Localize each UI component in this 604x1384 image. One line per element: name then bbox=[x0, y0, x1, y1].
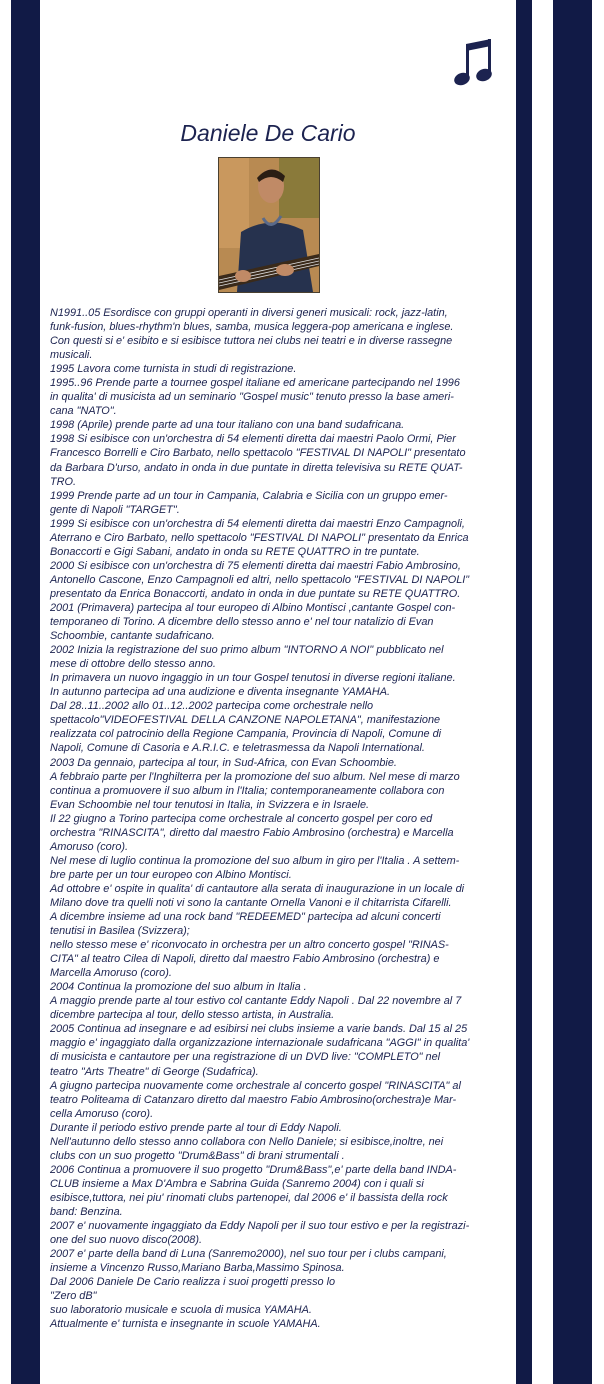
bio-line: 2000 Si esibisce con un'orchestra di 75 elementi diretta dai maestri Fabio Ambrosino, bbox=[50, 559, 461, 572]
bio-line: Amoruso (coro). bbox=[50, 840, 129, 853]
bio-line: cella Amoruso (coro). bbox=[50, 1107, 154, 1120]
bio-line: insieme a Vincenzo Russo,Mariano Barba,Massimo Spinosa. bbox=[50, 1262, 345, 1275]
bio-line: Attualmente e' turnista e insegnante in scuole YAMAHA. bbox=[50, 1318, 321, 1331]
bio-line: Bonaccorti e Gigi Sabani, andato in onda su RETE QUATTRO in tre puntate. bbox=[50, 545, 420, 558]
bio-line: da Barbara D'urso, andato in onda in due puntate in diretta televisiva su RETE QUAT- bbox=[50, 461, 463, 474]
bio-line: suo laboratorio musicale e scuola di musica YAMAHA. bbox=[50, 1304, 312, 1317]
bio-line: Dal 2006 Daniele De Cario realizza i suoi progetti presso lo bbox=[50, 1276, 336, 1289]
bio-line: Ad ottobre e' ospite in qualita' di cantautore alla serata di inaugurazione in un locale di bbox=[50, 882, 465, 895]
left-border-bar bbox=[11, 0, 40, 1384]
bio-line: N1991..05 Esordisce con gruppi operanti in diversi generi musicali: rock, jazz-latin, bbox=[50, 307, 448, 319]
bio-line: one del suo nuovo disco(2008). bbox=[50, 1234, 202, 1247]
bio-line: A maggio prende parte al tour estivo col cantante Eddy Napoli . Dal 22 novembre al 7 bbox=[50, 995, 462, 1008]
bio-line: gente di Napoli "TARGET". bbox=[50, 503, 180, 516]
bio-line: A febbraio parte per l'Inghilterra per la promozione del suo album. Nel mese di marzo bbox=[50, 770, 460, 783]
bio-line: Aterrano e Ciro Barbato, nello spettacolo "FESTIVAL DI NAPOLI" presentato da Enrica bbox=[50, 531, 469, 544]
bio-line: Il 22 giugno a Torino partecipa come orchestrale al concerto gospel per coro ed bbox=[50, 812, 433, 825]
bio-line: A dicembre insieme ad una rock band "REDEEMED" partecipa ad alcuni concerti bbox=[50, 911, 441, 924]
bio-line: realizzata col patrocinio della Regione Campania, Provincia di Napoli, Comune di bbox=[50, 728, 442, 741]
page-title: Daniele De Cario bbox=[180, 120, 356, 146]
bio-line: cana "NATO". bbox=[50, 405, 117, 418]
bio-line: temporaneo di Torino. A dicembre dello stesso anno e' nel tour natalizio di Evan bbox=[50, 616, 434, 629]
bio-line: Schoombie, cantante sudafricano. bbox=[50, 630, 215, 643]
bio-line: 1999 Si esibisce con un'orchestra di 54 elementi diretta dai maestri Enzo Campagnoli, bbox=[50, 517, 465, 530]
bio-line: 2004 Continua la promozione del suo album in Italia . bbox=[50, 981, 307, 994]
bio-line: in qualita' di musicista ad un seminario "Gospel music" tenuto presso la base ameri- bbox=[50, 391, 454, 404]
bio-line: 2002 Inizia la registrazione del suo primo album "INTORNO A NOI" pubblicato nel bbox=[50, 644, 444, 657]
bio-line: Nell'autunno dello stesso anno collabora con Nello Daniele; si esibisce,inoltre, nei bbox=[50, 1135, 444, 1148]
bio-line: "Zero dB" bbox=[50, 1290, 97, 1303]
bio-line: maggio e' ingaggiato dalla organizzazione internazionale sudafricana "AGGI" in qualita' bbox=[50, 1037, 470, 1050]
bio-line: TRO. bbox=[50, 475, 77, 488]
bio-line: nello stesso mese e' riconvocato in orchestra per un altro concerto gospel "RINAS- bbox=[50, 939, 449, 952]
bio-line: dicembre partecipa al tour, dello stesso artista, in Australia. bbox=[50, 1009, 335, 1022]
bio-line: In autunno partecipa ad una audizione e diventa insegnante YAMAHA. bbox=[50, 686, 391, 699]
artist-photo bbox=[218, 157, 320, 293]
bio-line: clubs con un suo progetto "Drum&Bass" di brani strumentali . bbox=[50, 1149, 345, 1162]
bio-line: band: Benzina. bbox=[50, 1206, 123, 1218]
bio-line: Milano dove tra quelli noti vi sono la cantante Ornella Vanoni e il chitarrista Cifarelli. bbox=[50, 896, 452, 909]
bio-line: CLUB insieme a Max D'Ambra e Sabrina Guida (Sanremo 2004) con i quali si bbox=[50, 1177, 424, 1190]
bio-line: funk-fusion, blues-rhythm'n blues, samba, musica leggera-pop americana e inglese. bbox=[50, 321, 454, 334]
middle-border-bar bbox=[516, 0, 532, 1384]
bio-line: Antonello Cascone, Enzo Campagnoli ed altri, nello spettacolo "FESTIVAL DI NAPOLI" bbox=[50, 573, 470, 586]
bio-line: A giugno partecipa nuovamente come orchestrale al concerto gospel "RINASCITA" al bbox=[50, 1079, 461, 1092]
bio-line: tenutisi in Basilea (Svizzera); bbox=[50, 925, 190, 938]
bio-line: Evan Schoombie nel tour tenutosi in Italia, in Svizzera e in Israele. bbox=[50, 798, 370, 811]
bio-line: Durante il periodo estivo prende parte al tour di Eddy Napoli. bbox=[50, 1121, 342, 1134]
bio-line: 2005 Continua ad insegnare e ad esibirsi nei clubs insieme a varie bands. Dal 15 al 25 bbox=[50, 1023, 468, 1036]
bio-line: teatro "Arts Theatre" di George (Sudafrica). bbox=[50, 1065, 259, 1078]
bio-line: di musicista e cantautore per una registrazione di un DVD live: "COMPLETO" nel bbox=[50, 1051, 441, 1064]
bio-line: Dal 28..11..2002 allo 01..12..2002 partecipa come orchestrale nello bbox=[50, 700, 374, 713]
bio-line: Napoli, Comune di Casoria e A.R.I.C. e teletrasmessa da Napoli International. bbox=[50, 742, 425, 755]
bio-line: esibisce,tuttora, nei piu' rinomati clubs partenopei, dal 2006 e' il bassista della rock bbox=[50, 1191, 448, 1204]
bio-line: 1998 (Aprile) prende parte ad una tour italiano con una band sudafricana. bbox=[50, 419, 405, 432]
bio-line: 2006 Continua a promuovere il suo progetto "Drum&Bass",e' parte della band INDA- bbox=[50, 1163, 457, 1176]
bio-line: Marcella Amoruso (coro). bbox=[50, 967, 172, 980]
bio-line: presentato da Enrica Bonaccorti, andato in onda in due puntate su RETE QUATTRO. bbox=[50, 587, 461, 600]
bio-line: 2007 e' parte della band di Luna (Sanremo2000), nel suo tour per i clubs campani, bbox=[50, 1248, 447, 1261]
bio-line: continua a promuovere il suo album in l'Italia; contemporaneamente collabora con bbox=[50, 784, 445, 797]
bio-line: 1999 Prende parte ad un tour in Campania, Calabria e Sicilia con un gruppo emer- bbox=[50, 489, 448, 502]
bio-line: CITA" al teatro Cilea di Napoli, diretto dal maestro Fabio Ambrosino (orchestra) e bbox=[50, 953, 440, 966]
bio-line: mese di ottobre dello stesso anno. bbox=[50, 658, 216, 671]
bio-line: bre parte per un tour europeo con Albino Montisci. bbox=[50, 868, 292, 881]
bio-line: Francesco Borrelli e Ciro Barbato, nello spettacolo "FESTIVAL DI NAPOLI" presentato bbox=[50, 447, 466, 460]
bio-line: spettacolo"VIDEOFESTIVAL DELLA CANZONE NAPOLETANA", manifestazione bbox=[50, 714, 441, 727]
biography-text bbox=[50, 306, 516, 1331]
bio-line: teatro Politeama di Catanzaro diretto dal maestro Fabio Ambrosino(orchestra)e Mar- bbox=[50, 1093, 457, 1106]
bio-line: orchestra "RINASCITA", diretto dal maestro Fabio Ambrosino (orchestra) e Marcella bbox=[50, 826, 454, 839]
bio-line: 1998 Si esibisce con un'orchestra di 54 elementi diretta dai maestri Paolo Ormi, Pier bbox=[50, 433, 456, 446]
right-border-bar bbox=[553, 0, 592, 1384]
bio-line: Con questi si e' esibito e si esibisce tuttora nei clubs nei teatri e in diverse rassegne bbox=[50, 335, 453, 348]
bio-line: 2007 e' nuovamente ingaggiato da Eddy Napoli per il suo tour estivo e per la registrazi- bbox=[50, 1220, 470, 1233]
bio-line: 1995..96 Prende parte a tournee gospel italiane ed americane partecipando nel 1996 bbox=[50, 377, 460, 390]
bio-line: musicali. bbox=[50, 349, 93, 362]
music-note-icon bbox=[453, 36, 495, 88]
bio-line: 2001 (Primavera) partecipa al tour europeo di Albino Montisci ,cantante Gospel con- bbox=[50, 601, 456, 614]
bio-line: 2003 Da gennaio, partecipa al tour, in Sud-Africa, con Evan Schoombie. bbox=[50, 756, 397, 769]
bio-line: 1995 Lavora come turnista in studi di registrazione. bbox=[50, 363, 297, 376]
bio-line: In primavera un nuovo ingaggio in un tour Gospel tenutosi in diverse regioni italiane. bbox=[50, 672, 456, 685]
bio-line: Nel mese di luglio continua la promozione del suo album in giro per l'Italia . A settem- bbox=[50, 854, 460, 867]
